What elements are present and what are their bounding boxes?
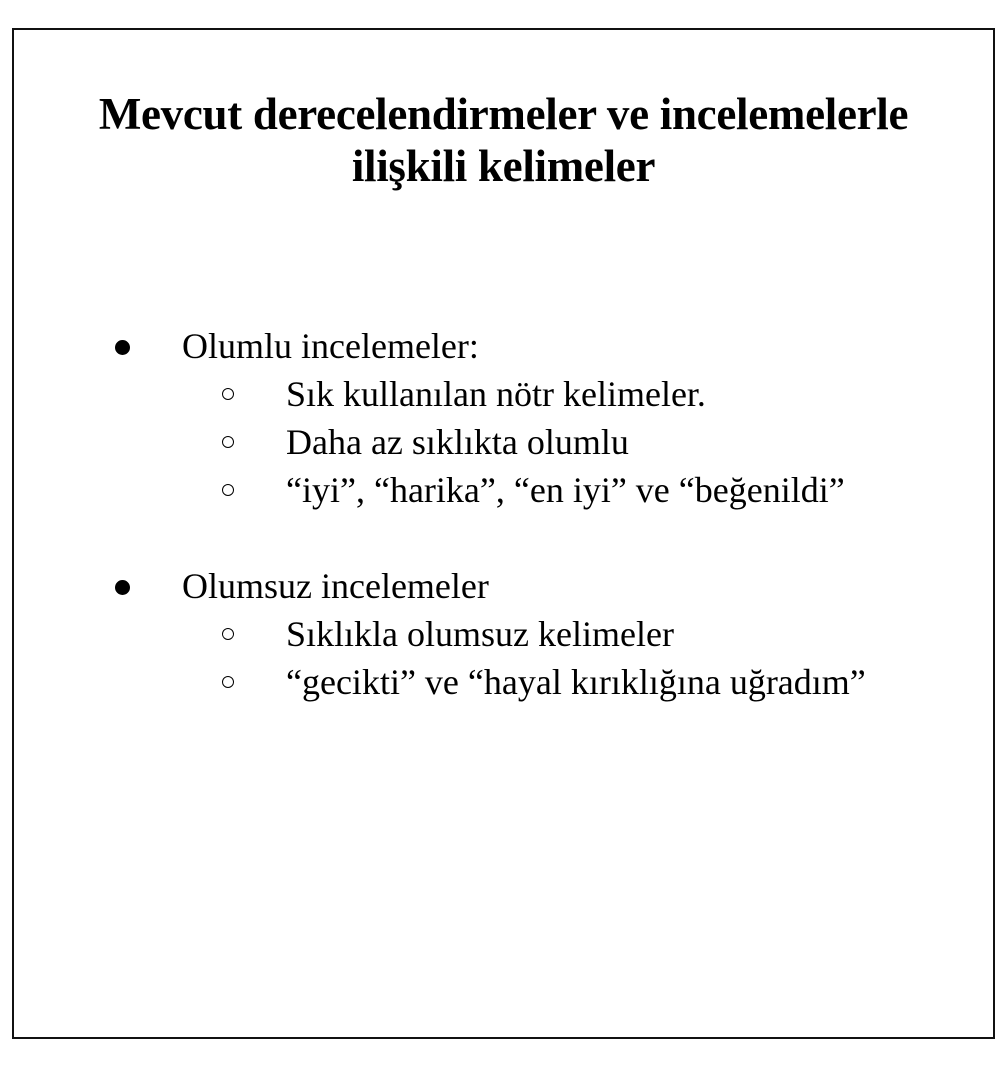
bullet-filled-icon: [115, 580, 130, 595]
bullet-hollow-icon: [222, 436, 234, 448]
bullet-hollow-icon: [222, 388, 234, 400]
list-item: “iyi”, “harika”, “en iyi” ve “beğenildi”: [286, 470, 845, 510]
bullet-hollow-icon: [222, 628, 234, 640]
title-line-2: ilişkili kelimeler: [351, 141, 656, 191]
bullet-hollow-icon: [222, 484, 234, 496]
list-item: Sık kullanılan nötr kelimeler.: [286, 374, 706, 414]
section-heading-negative: Olumsuz incelemeler: [182, 566, 489, 606]
list-item: Sıklıkla olumsuz kelimeler: [286, 614, 674, 654]
list-item: Daha az sıklıkta olumlu: [286, 422, 629, 462]
bullet-hollow-icon: [222, 676, 234, 688]
list-item: “gecikti” ve “hayal kırıklığına uğradım”: [286, 662, 866, 702]
bullet-filled-icon: [115, 340, 130, 355]
section-heading-positive: Olumlu incelemeler:: [182, 326, 479, 366]
slide-title: [14, 88, 993, 192]
title-line-1: Mevcut derecelendirmeler ve incelemelerle: [98, 89, 909, 139]
slide-frame: [12, 28, 995, 1039]
